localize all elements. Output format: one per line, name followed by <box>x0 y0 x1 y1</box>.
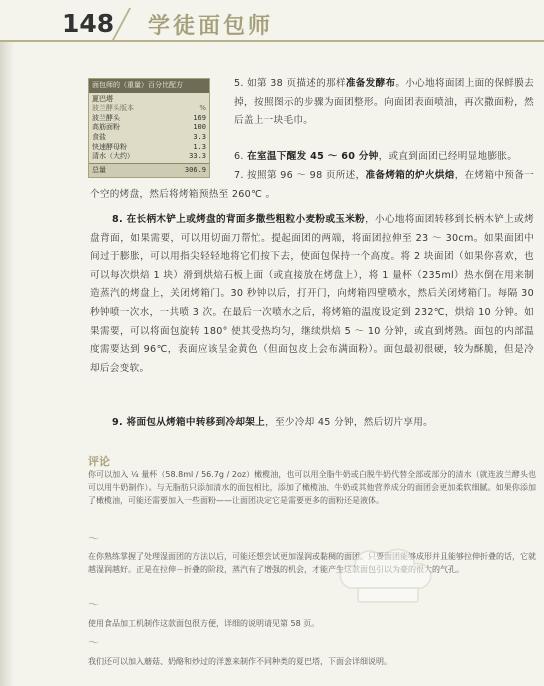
step-5-text-rest: 。小心地将面团上面的保鲜膜去掉，按照图示的步骤为面团整形。向面团表面喷油，再次撒面粉，然后盖上一块毛巾。 <box>234 78 534 127</box>
ingredient-name: 波兰酵头 <box>92 113 120 122</box>
step-9 <box>90 414 534 433</box>
step-9-text: ，至少冷却 45 分钟，然后切片享用。 <box>265 417 433 428</box>
recipe-name: 夏巴塔 <box>92 94 113 103</box>
ingredient-value: 169 <box>193 113 206 122</box>
page-number: 148 <box>62 9 115 38</box>
comment-note: 你可以加入 ¹⁄₄ 量杯（58.8ml / 56.7g / 2oz）橄榄油，也可以用全脂牛奶或白脱牛奶代替全部或部分的清水（就连波兰酵头也可以用牛奶制作）。与无脂肪只添加清水的面包相比，添加了橄榄油、牛奶或其他营养成分的面团会更加柔软细腻。如果你添加了橄榄油，可能还需要加入一些面粉——让面团决定它是需要更多的面粉还是液体。 <box>88 470 536 506</box>
step-6-text-rest: ，或直到面团已经明显地膨胀。 <box>378 151 518 162</box>
table-row <box>92 133 206 143</box>
ingredient-value: 100 <box>193 123 206 132</box>
step-6-text: 6. <box>234 151 248 162</box>
table-row <box>92 143 206 153</box>
step-8-highlight: 8. 在长柄木铲上或烤盘的背面多撒些粗粒小麦粉或玉米粉 <box>112 214 366 225</box>
ingredient-name: 清水（大约） <box>92 152 134 161</box>
table-column-header <box>92 104 206 114</box>
step-8 <box>90 211 534 378</box>
step-6-highlight: 在室温下醒发 45 ～ 60 分钟 <box>247 151 379 162</box>
table-row <box>92 152 206 162</box>
chef-hat-watermark-icon <box>330 538 450 608</box>
total-value: 306.9 <box>184 165 206 174</box>
total-label: 总量 <box>92 165 106 174</box>
step-7-text: 7. 按照第 96 ～ 98 页所述， <box>234 170 366 181</box>
ingredient-name: 快速酵母粉 <box>92 142 127 151</box>
table-body <box>89 93 209 163</box>
step-5-text: 5. 如第 38 页描述的那样 <box>234 78 346 89</box>
step-5 <box>234 75 534 131</box>
step-5-highlight: 准备发酵布 <box>345 78 396 89</box>
tilde-divider: ～ <box>88 598 99 611</box>
tilde-divider: ～ <box>88 636 99 649</box>
comment-note: 在你熟练掌握了处理湿面团的方法以后，可能还想尝试更加湿润或黏稠的面团。只要面团能够成形并且能够拉伸折叠的话，它就越湿润越好。正是在拉伸－折叠的阶段，蒸汽有了增强的机会，才能产生这款面包引以为豪的很大的气孔。 <box>88 552 536 575</box>
ingredient-value: 1.3 <box>193 142 206 151</box>
comment-note: 我们还可以加入蘑菇、奶酪和炒过的洋葱来制作不同种类的夏巴塔，下面会详细说明。 <box>88 657 392 666</box>
table-recipe-row <box>92 95 206 105</box>
header-rule <box>0 40 544 42</box>
step-7-text-rest: ，在烤箱中预备一个空的烤盘，然后将烤箱预热至 260℃ 。 <box>90 170 534 200</box>
step-7 <box>90 167 534 204</box>
step-7-highlight: 准备烤箱的炉火烘焙 <box>365 170 455 181</box>
table-row <box>92 123 206 133</box>
ingredient-name: 食盐 <box>92 132 106 141</box>
ingredient-value: 3.3 <box>193 132 206 141</box>
baker-percentage-table <box>88 78 210 178</box>
page-gutter-shadow <box>0 42 14 686</box>
column-head-unit: % <box>199 104 206 113</box>
comments-heading: 评论 <box>88 455 110 468</box>
book-title: 学徒面包师 <box>148 14 274 39</box>
ingredient-name: 高筋面粉 <box>92 123 120 132</box>
page-header <box>0 0 544 48</box>
table-row <box>92 114 206 124</box>
table-title: 面包师的（重量）百分比配方 <box>89 79 209 93</box>
column-head-name: 波兰酵头版本 <box>92 104 134 113</box>
tilde-divider: ～ <box>88 532 99 545</box>
ingredient-value: 33.3 <box>189 152 206 161</box>
step-8-text: ，小心地将面团转移到长柄木铲上或烤盘背面，如果需要，可以用切面刀帮忙。提起面团的两端，将面团拉伸至 23 ～ 30cm。如果面团中间过于膨胀，可以用指尖轻轻地将它们按下去，使面包保持一个高度。将 2 块面团（如果你喜欢，也可以每次烘焙 1 块）滑到烘焙石板上面（或直接放在烤盘上），将 1 量杯（235ml）热水倒在用来制造蒸汽的烤盘上，关闭烤箱门。30 秒钟以后，打开门，向烤箱四壁喷水，然后关闭烤箱门。每隔 30 秒钟喷一次水，一共喷 3 次。在最后一次喷水之后，将烤箱的温度设定到 232℃，烘焙 10 分钟。如果需要，可以将面包旋转 180° 使其受热均匀，继续烘焙 5 ～ 10 分钟，或直到烤熟。面包的内部温度需要达到 96℃，表面应该呈金黄色（但面包皮上会布满面粉）。面包最初很硬，较为酥脆，但是冷却后会变软。 <box>90 214 534 374</box>
comment-note: 使用食品加工机制作这款面包很方便，详细的说明请见第 58 页。 <box>88 619 320 628</box>
step-9-highlight: 9. 将面包从烤箱中转移到冷却架上 <box>112 417 266 428</box>
step-6 <box>234 148 534 167</box>
